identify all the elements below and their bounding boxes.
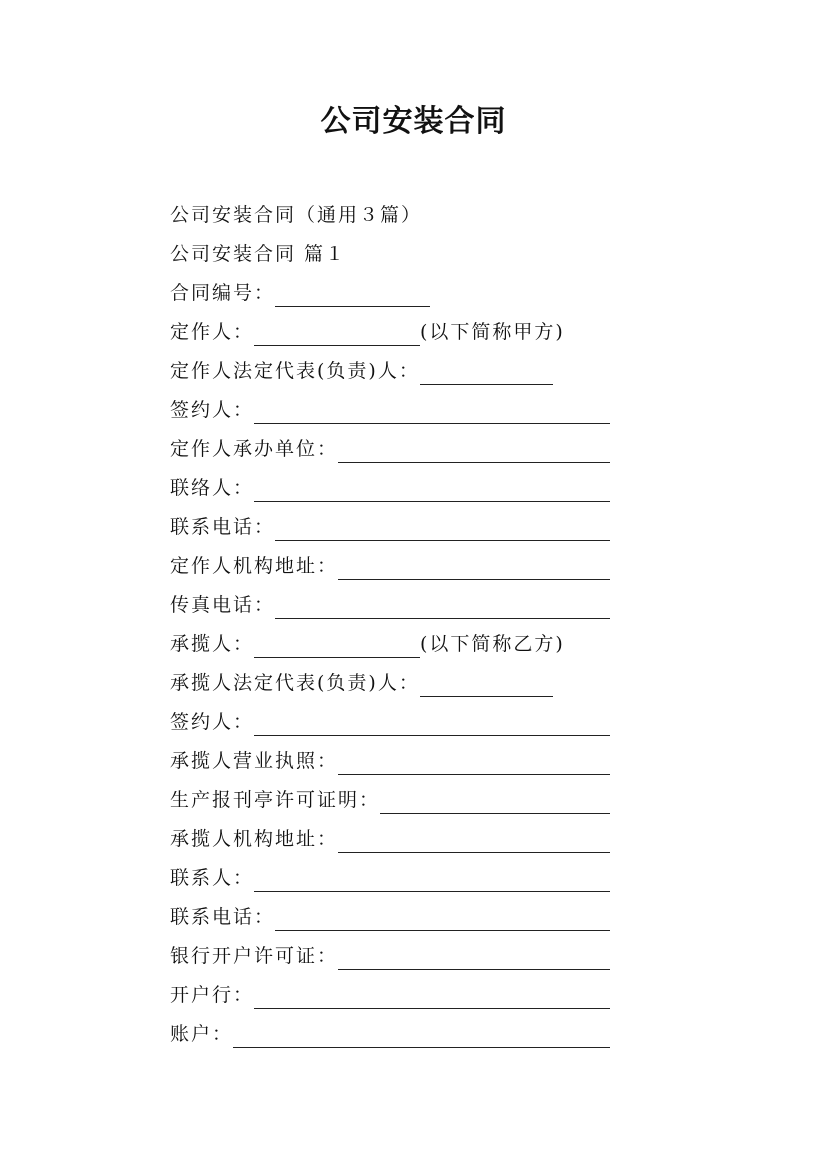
orderer-label: 定作人：: [170, 321, 255, 343]
orderer-rep-blank[interactable]: [420, 363, 553, 385]
contractor-suffix: (以下简称乙方): [420, 633, 565, 655]
contractor-signer-label: 签约人：: [170, 711, 255, 733]
document-title: 公司安装合同: [320, 104, 507, 139]
orderer-phone-blank[interactable]: [275, 519, 610, 541]
contractor-contact-line: [170, 856, 610, 895]
bank-label: 开户行：: [170, 984, 255, 1006]
heading-line-collection: [170, 193, 610, 232]
contractor-label: 承揽人：: [170, 633, 255, 655]
contractor-address-label: 承揽人机构地址：: [170, 828, 339, 850]
contract-no-blank[interactable]: [275, 285, 430, 307]
contractor-contact-blank[interactable]: [254, 870, 610, 892]
bank-permit-label: 银行开户许可证：: [170, 945, 339, 967]
bank-permit-line: [170, 934, 610, 973]
orderer-contact-label: 联络人：: [170, 477, 255, 499]
contractor-address-line: [170, 817, 610, 856]
contractor-signer-line: [170, 700, 610, 739]
orderer-address-blank[interactable]: [338, 558, 610, 580]
part-heading: 公司安装合同 篇１: [170, 243, 347, 265]
orderer-rep-line: [170, 349, 610, 388]
orderer-address-line: [170, 544, 610, 583]
account-blank[interactable]: [233, 1026, 610, 1048]
collection-heading: 公司安装合同（通用３篇）: [170, 204, 423, 226]
bank-permit-blank[interactable]: [338, 948, 610, 970]
account-line: [170, 1012, 610, 1051]
orderer-fax-label: 传真电话：: [170, 594, 276, 616]
orderer-suffix: (以下简称甲方): [420, 321, 565, 343]
orderer-unit-line: [170, 427, 610, 466]
contractor-rep-line: [170, 661, 610, 700]
orderer-phone-line: [170, 505, 610, 544]
bank-line: [170, 973, 610, 1012]
contractor-phone-label: 联系电话：: [170, 906, 276, 928]
contractor-address-blank[interactable]: [338, 831, 610, 853]
orderer-signer-label: 签约人：: [170, 399, 255, 421]
kiosk-permit-line: [170, 778, 610, 817]
orderer-fax-line: [170, 583, 610, 622]
kiosk-permit-label: 生产报刊亭许可证明：: [170, 789, 381, 811]
orderer-unit-blank[interactable]: [338, 441, 610, 463]
contractor-signer-blank[interactable]: [254, 714, 610, 736]
orderer-signer-blank[interactable]: [254, 402, 610, 424]
contractor-rep-label: 承揽人法定代表(负责)人：: [170, 672, 420, 694]
contract-no-label: 合同编号：: [170, 282, 276, 304]
contractor-blank[interactable]: [254, 636, 420, 658]
orderer-fax-blank[interactable]: [275, 597, 610, 619]
contractor-phone-line: [170, 895, 610, 934]
kiosk-permit-blank[interactable]: [380, 792, 610, 814]
orderer-contact-blank[interactable]: [254, 480, 610, 502]
orderer-blank[interactable]: [254, 324, 420, 346]
orderer-address-label: 定作人机构地址：: [170, 555, 339, 577]
orderer-contact-line: [170, 466, 610, 505]
contractor-rep-blank[interactable]: [420, 675, 553, 697]
bank-blank[interactable]: [254, 987, 610, 1009]
contractor-license-blank[interactable]: [338, 753, 610, 775]
orderer-phone-label: 联系电话：: [170, 516, 276, 538]
contract-no-line: [170, 271, 610, 310]
orderer-signer-line: [170, 388, 610, 427]
orderer-line: [170, 310, 610, 349]
contractor-license-label: 承揽人营业执照：: [170, 750, 339, 772]
contractor-phone-blank[interactable]: [275, 909, 610, 931]
contractor-contact-label: 联系人：: [170, 867, 255, 889]
contractor-license-line: [170, 739, 610, 778]
document-body: [170, 193, 610, 1051]
orderer-unit-label: 定作人承办单位：: [170, 438, 339, 460]
account-label: 账户：: [170, 1023, 234, 1045]
orderer-rep-label: 定作人法定代表(负责)人：: [170, 360, 420, 382]
contractor-line: [170, 622, 610, 661]
heading-line-part: [170, 232, 610, 271]
